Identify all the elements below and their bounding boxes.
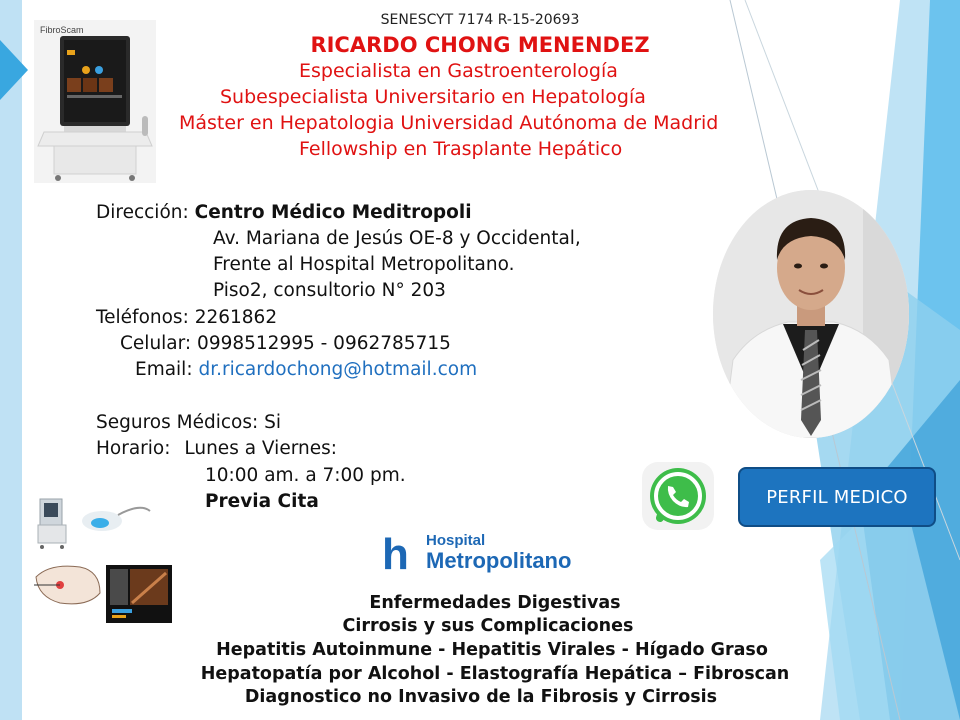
cell-value: 0998512995 - 0962785715 (197, 333, 451, 354)
address-line-3: Piso2, consultorio N° 203 (213, 280, 446, 301)
address-line-1: Av. Mariana de Jesús OE-8 y Occidental, (213, 228, 581, 249)
cell-row (120, 333, 451, 354)
address-row (96, 202, 472, 223)
schedule-days: Lunes a Viernes: (184, 438, 337, 459)
hospital-metropolitano-logo (382, 530, 592, 580)
whatsapp-icon[interactable] (640, 460, 716, 532)
address-name: Centro Médico Meditropoli (194, 202, 472, 223)
email-row (135, 359, 477, 380)
cell-label: Celular: (120, 333, 192, 354)
insurance-row (96, 412, 281, 433)
doctor-photo-illustration (713, 190, 909, 438)
schedule-hours: 10:00 am. a 7:00 pm. (205, 465, 406, 486)
doctor-photo (713, 190, 909, 438)
title-master: Máster en Hepatologia Universidad Autónoma de Madrid (179, 112, 719, 134)
insurance-label: Seguros Médicos: (96, 412, 259, 433)
hospital-logo-line1: Hospital (426, 532, 486, 549)
title-specialty: Especialista en Gastroenterología (299, 60, 618, 82)
appointment-note: Previa Cita (205, 491, 319, 512)
title-fellowship: Fellowship en Trasplante Hepático (299, 138, 623, 160)
hospital-logo-line2: Metropolitano (426, 548, 572, 573)
insurance-value: Si (264, 412, 281, 433)
email-link[interactable]: dr.ricardochong@hotmail.com (198, 359, 478, 380)
device-brand-label: FibroScam (40, 25, 84, 35)
schedule-row (96, 438, 337, 459)
phones-label: Teléfonos: (96, 307, 189, 328)
service-cirrhosis: Cirrosis y sus Complicaciones (342, 616, 634, 636)
email-label: Email: (135, 359, 193, 380)
senescyt-registration: SENESCYT 7174 R-15-20693 (380, 12, 580, 28)
perfil-medico-button[interactable]: PERFIL MEDICO (738, 467, 936, 527)
phones-value: 2261862 (194, 307, 278, 328)
service-alcohol-elastography: Hepatopatía por Alcohol - Elastografía Hepática – Fibroscan (200, 664, 790, 684)
fibroscan-device-image (34, 20, 156, 183)
schedule-label: Horario: (96, 438, 171, 459)
hospital-logo-letter: h (382, 530, 409, 579)
doctor-name: RICARDO CHONG MENENDEZ (310, 33, 650, 57)
service-noninvasive-diagnosis: Diagnostico no Invasivo de la Fibrosis y Cirrosis (244, 687, 718, 707)
address-label: Dirección: (96, 202, 189, 223)
service-hepatitis: Hepatitis Autoinmune - Hepatitis Virales - Hígado Graso (216, 640, 768, 660)
title-subspecialty: Subespecialista Universitario en Hepatología (220, 86, 646, 108)
service-digestive: Enfermedades Digestivas (369, 593, 621, 613)
address-line-2: Frente al Hospital Metropolitano. (213, 254, 515, 275)
phones-row (96, 307, 277, 328)
